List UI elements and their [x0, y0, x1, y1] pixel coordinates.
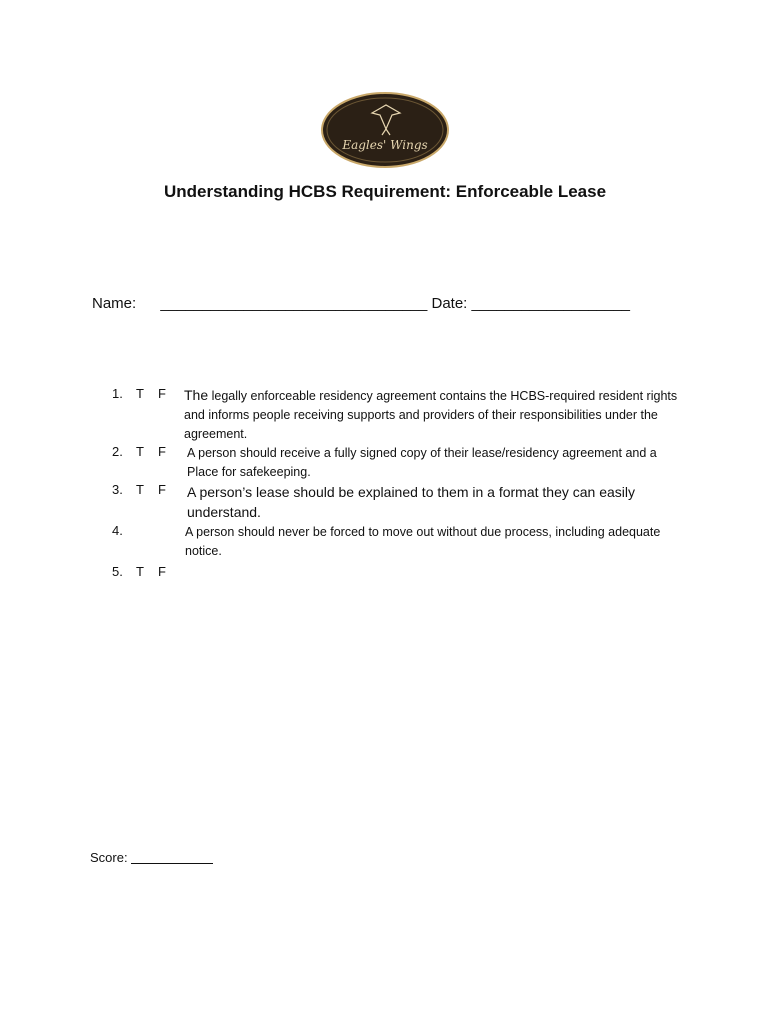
true-option[interactable]: T — [136, 386, 144, 401]
question-text: A person should receive a fully signed copy of their lease/residency agreement and a Place for safekeeping. — [187, 446, 657, 479]
name-label: Name: — [92, 295, 137, 312]
true-option[interactable]: T — [136, 564, 144, 579]
question-text: A person should never be forced to move out without due process, including adequate notice. — [185, 525, 661, 558]
question-number: 2. — [112, 444, 123, 459]
true-option[interactable]: T — [136, 444, 144, 459]
false-option[interactable]: F — [158, 564, 166, 579]
false-option[interactable]: F — [158, 482, 166, 497]
question-number: 3. — [112, 482, 123, 497]
name-line[interactable]: ________________________________ — [160, 295, 428, 312]
score-row — [90, 850, 213, 865]
false-option[interactable]: F — [158, 386, 166, 401]
date-line[interactable]: ___________________ — [471, 295, 631, 312]
page-title: Understanding HCBS Requirement: Enforceable Lease — [163, 182, 607, 201]
score-label: Score: — [90, 850, 128, 865]
question-text: The legally enforceable residency agreement contains the HCBS-required resident rights and informs people receiving supports and providers of their responsibilities under the agreement. — [184, 387, 678, 441]
question-number: 1. — [112, 386, 123, 401]
question-number: 4. — [112, 523, 123, 538]
question-number: 5. — [112, 564, 123, 579]
question-text: A person’s lease should be explained to them in a format they can easily understand. — [187, 484, 636, 520]
name-date-row — [92, 295, 630, 312]
false-option[interactable]: F — [158, 444, 166, 459]
score-line[interactable] — [131, 850, 213, 864]
svg-text:Eagles' Wings: Eagles' Wings — [342, 138, 428, 152]
date-label: Date: — [431, 295, 468, 312]
eagles-wings-logo — [320, 91, 450, 169]
true-option[interactable]: T — [136, 482, 144, 497]
